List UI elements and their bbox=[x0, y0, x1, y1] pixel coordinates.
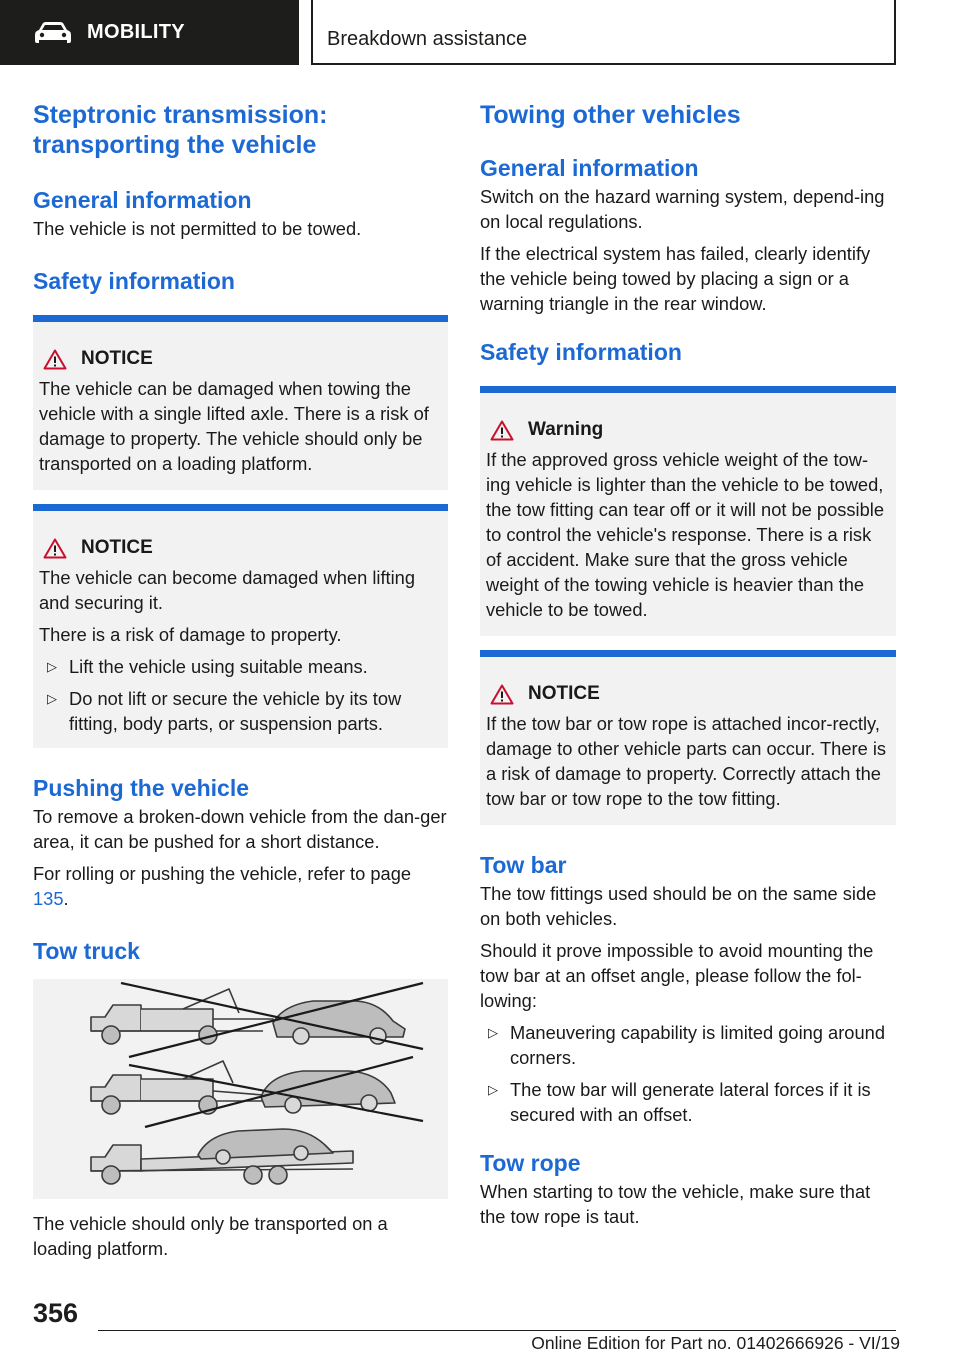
notice-header bbox=[43, 348, 442, 370]
heading-pushing-the-vehicle: Pushing the vehicle bbox=[33, 775, 249, 801]
notice-header bbox=[43, 537, 442, 559]
warning-triangle-icon bbox=[490, 420, 514, 441]
tow-rope-text: When starting to tow the vehicle, make sure that the tow rope is taut. bbox=[480, 1181, 871, 1227]
list-item: ▷ Do not lift or secure the vehicle by its tow fitting, body parts, or suspension parts. bbox=[47, 688, 402, 734]
notice-text: There is a risk of damage to property. bbox=[39, 624, 342, 645]
notice-box-towing bbox=[33, 315, 448, 490]
heading-tow-rope: Tow rope bbox=[480, 1150, 581, 1176]
list-item: ▷ Maneuvering capability is limited going around corners. bbox=[488, 1022, 885, 1068]
car-icon bbox=[33, 21, 73, 45]
footer-edition: Online Edition for Part no. 01402666926 - VI/19 bbox=[531, 1333, 900, 1353]
section-title-steptronic: Steptronic transmission: transporting the vehicle bbox=[33, 101, 328, 159]
tow-truck-illustration bbox=[33, 979, 448, 1199]
tow-bar-text: Should it prove impossible to avoid mounting the tow bar at an offset angle, please follow the fol‐lowing: bbox=[480, 940, 874, 1011]
page-number: 356 bbox=[33, 1298, 79, 1328]
header-section-label: MOBILITY bbox=[87, 21, 185, 43]
tow-truck-illustration-svg bbox=[33, 979, 448, 1199]
notice-label: NOTICE bbox=[81, 348, 153, 369]
notice-box-tow-bar bbox=[480, 650, 896, 825]
warning-triangle-icon bbox=[43, 349, 67, 370]
warning-triangle-icon bbox=[490, 684, 514, 705]
bullet-triangle-icon: ▷ bbox=[47, 659, 57, 674]
bullet-triangle-icon: ▷ bbox=[488, 1082, 498, 1097]
warning-text: If the approved gross vehicle weight of the tow‐ing vehicle is lighter than the vehicle to be towed, the tow fitting can tear off or it will not be possible to control the vehicle's response. There is a risk of accident. Make sure that the gross vehicle weight of the towing vehicle is heavier than the vehicle to be towed. bbox=[486, 449, 885, 620]
warning-header bbox=[490, 419, 890, 441]
tow-bar-text: The tow fittings used should be on the same side on both vehicles. bbox=[480, 883, 877, 929]
warning-triangle-icon bbox=[43, 538, 67, 559]
warning-box-gross-weight bbox=[480, 386, 896, 636]
warning-label: Warning bbox=[528, 419, 604, 440]
list-item: ▷ Lift the vehicle using suitable means. bbox=[47, 656, 368, 677]
heading-safety-information: Safety information bbox=[33, 268, 235, 294]
general-information-text: The vehicle is not permitted to be towed. bbox=[33, 218, 362, 239]
notice-text: The vehicle can be damaged when towing the vehicle with a single lifted axle. There is a risk of damage to property. The vehicle should only be transported on a loading platform. bbox=[39, 378, 429, 474]
notice-header bbox=[490, 683, 890, 705]
left-column bbox=[33, 100, 448, 1261]
notice-label: NOTICE bbox=[81, 537, 153, 558]
bullet-triangle-icon: ▷ bbox=[47, 691, 57, 706]
right-column bbox=[480, 100, 896, 1229]
notice-bullet-list bbox=[39, 654, 442, 736]
notice-text: The vehicle can become damaged when lifting and securing it. bbox=[39, 567, 416, 613]
header-chapter bbox=[311, 0, 896, 65]
bullet-triangle-icon: ▷ bbox=[488, 1025, 498, 1040]
heading-general-information: General information bbox=[33, 187, 252, 213]
notice-text: If the tow bar or tow rope is attached incor‐rectly, damage to other vehicle parts can occur. There is a risk of damage to property. Correctly attach the tow bar or tow rope to the tow fitting. bbox=[486, 713, 887, 809]
header-chapter-label: Breakdown assistance bbox=[327, 28, 528, 50]
section-title-towing-other-vehicles: Towing other vehicles bbox=[480, 101, 741, 129]
heading-tow-truck: Tow truck bbox=[33, 938, 140, 964]
heading-general-information: General information bbox=[480, 155, 699, 181]
pushing-text: To remove a broken-down vehicle from the dan‐ger area, it can be pushed for a short distance. bbox=[33, 806, 447, 852]
general-information-text: Switch on the hazard warning system, depend‐ing on local regulations. bbox=[480, 186, 885, 232]
pushing-reference: For rolling or pushing the vehicle, refer to page 135. bbox=[33, 863, 412, 909]
page-reference-link[interactable]: 135 bbox=[33, 888, 64, 909]
heading-safety-information: Safety information bbox=[480, 339, 682, 365]
general-information-text: If the electrical system has failed, clearly identify the vehicle being towed by placing a sign or a warning triangle in the rear window. bbox=[480, 243, 871, 314]
tow-bar-bullet-list bbox=[480, 1020, 896, 1127]
tow-truck-caption: The vehicle should only be transported on a loading platform. bbox=[33, 1213, 388, 1259]
header-section-tab bbox=[0, 0, 299, 65]
notice-label: NOTICE bbox=[528, 683, 600, 704]
footer-divider bbox=[98, 1330, 896, 1331]
notice-box-lifting bbox=[33, 504, 448, 748]
heading-tow-bar: Tow bar bbox=[480, 852, 567, 878]
list-item: ▷ The tow bar will generate lateral forces if it is secured with an offset. bbox=[488, 1079, 871, 1125]
